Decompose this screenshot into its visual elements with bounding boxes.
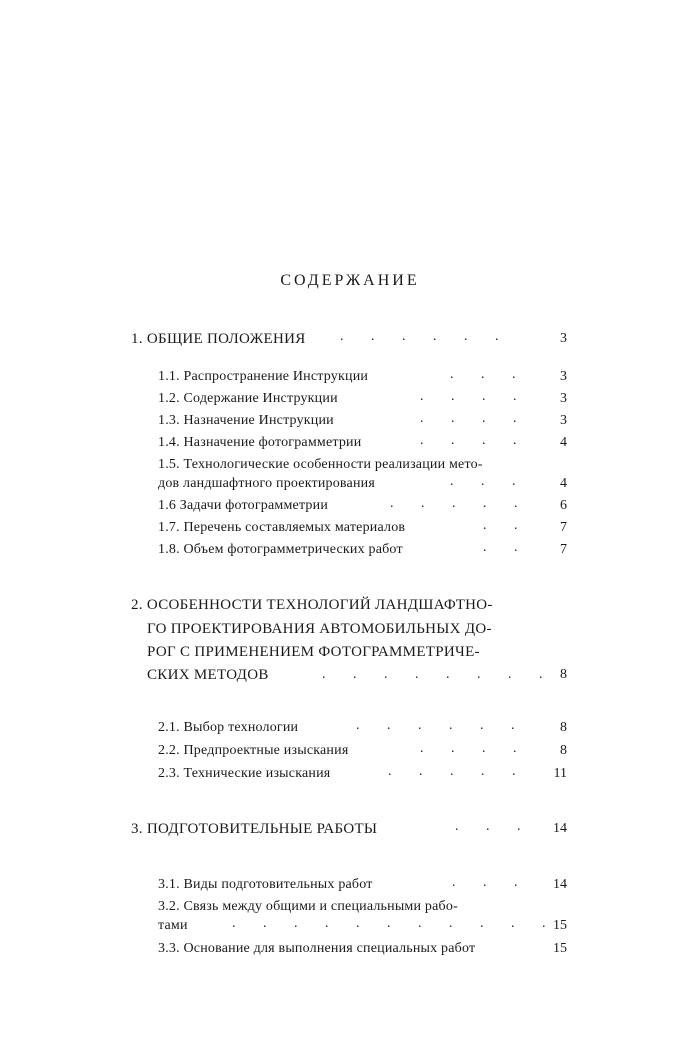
dot-leader: . . . . . .: [340, 329, 511, 344]
dot-leader: . . .: [450, 474, 528, 489]
page-title: СОДЕРЖАНИЕ: [280, 272, 420, 289]
page-number: 3: [560, 413, 567, 428]
toc-entry-continuation: тами: [158, 918, 188, 933]
dot-leader: . . .: [450, 367, 528, 382]
dot-leader: . . . . .: [388, 764, 528, 779]
page-number: 4: [560, 435, 567, 450]
dot-leader: . . . . .: [390, 496, 530, 511]
toc-entry: 1.6 Задачи фотограмметрии: [158, 498, 329, 513]
toc-entry: 2.3. Технические изыскания: [158, 766, 331, 781]
dot-leader: . . . .: [420, 411, 529, 426]
section-heading: 2. ОСОБЕННОСТИ ТЕХНОЛОГИЙ ЛАНДШАФТНО-: [131, 597, 493, 613]
page-number: 3: [560, 331, 567, 346]
section-heading-continuation: СКИХ МЕТОДОВ: [147, 667, 269, 683]
page-number: 8: [560, 667, 567, 682]
dot-leader: . . . .: [420, 433, 529, 448]
dot-leader: . .: [483, 540, 530, 555]
page-number: 7: [560, 542, 567, 557]
page-number: 14: [553, 877, 567, 892]
page-number: 3: [560, 369, 567, 384]
page-number: 6: [560, 498, 567, 513]
page-number: 14: [553, 821, 567, 836]
toc-entry: 1.1. Распространение Инструкции: [158, 369, 369, 384]
section-heading-continuation: РОГ С ПРИМЕНЕНИЕМ ФОТОГРАММЕТРИЧЕ-: [147, 644, 480, 660]
page-number: 4: [560, 476, 567, 491]
toc-entry: 3.2. Связь между общими и специальными рабо-: [158, 899, 458, 914]
section-heading: 3. ПОДГОТОВИТЕЛЬНЫЕ РАБОТЫ: [131, 821, 378, 837]
toc-entry: 1.5. Технологические особенности реализации мето-: [158, 457, 483, 472]
dot-leader: . . . . . . . . . . .: [232, 916, 558, 931]
toc-entry: 2.2. Предпроектные изыскания: [158, 743, 349, 758]
dot-leader: . . .: [455, 819, 533, 834]
page-number: 8: [560, 743, 567, 758]
toc-entry: 2.1. Выбор технологии: [158, 720, 299, 735]
toc-entry: 3.1. Виды подготовительных работ: [158, 877, 373, 892]
toc-entry: 1.2. Содержание Инструкции: [158, 391, 338, 406]
page-number: 7: [560, 520, 567, 535]
page-number: 3: [560, 391, 567, 406]
dot-leader: . . . . . .: [356, 718, 527, 733]
toc-entry: 1.4. Назначение фотограмметрии: [158, 435, 362, 450]
dot-leader: . . .: [452, 875, 530, 890]
dot-leader: . . . .: [420, 389, 529, 404]
toc-entry: 3.3. Основание для выполнения специальных работ: [158, 941, 476, 956]
dot-leader: . . . .: [420, 741, 529, 756]
page-number: 15: [553, 918, 567, 933]
toc-entry: 1.3. Назначение Инструкции: [158, 413, 334, 428]
section-heading: 1. ОБЩИЕ ПОЛОЖЕНИЯ: [131, 331, 306, 347]
page-number: 11: [553, 766, 567, 781]
page-number: 15: [553, 941, 567, 956]
dot-leader: . . . . . . . .: [322, 667, 555, 682]
toc-entry: 1.8. Объем фотограмметрических работ: [158, 542, 403, 557]
toc-entry-continuation: дов ландшафтного проектирования: [158, 476, 375, 491]
section-heading-continuation: ГО ПРОЕКТИРОВАНИЯ АВТОМОБИЛЬНЫХ ДО-: [147, 621, 492, 637]
toc-entry: 1.7. Перечень составляемых материалов: [158, 520, 406, 535]
page-number: 8: [560, 720, 567, 735]
dot-leader: . .: [483, 518, 530, 533]
